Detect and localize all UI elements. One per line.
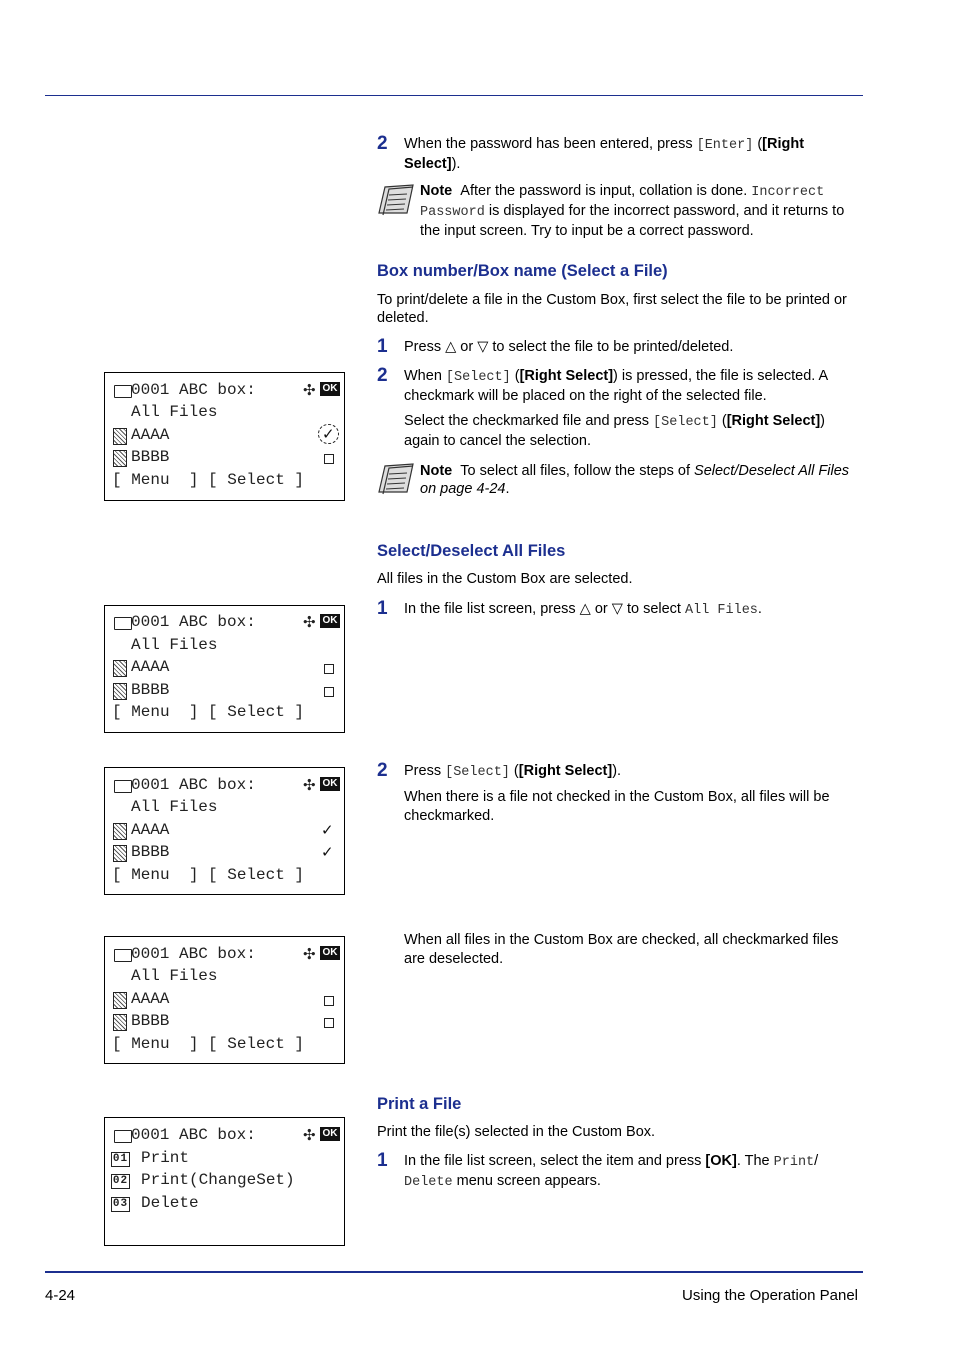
panel-title-row (105, 1126, 344, 1148)
menu-item-print-changeset[interactable]: 02 Print(ChangeSet) (112, 1171, 295, 1189)
panel-title-row (105, 613, 344, 635)
step-text: Press △ or ▽ to select the file to be printed/deleted. (404, 339, 734, 355)
file-icon (113, 683, 127, 700)
header-rule (45, 95, 863, 96)
lcd-panel (104, 372, 345, 501)
checkbox-icon (324, 996, 334, 1006)
page-number: 4-24 (45, 1287, 76, 1304)
panel-title-row (105, 381, 344, 403)
navigation-icon: ✣ (303, 1126, 316, 1144)
checkmark-icon: ✓ (318, 424, 339, 444)
ok-icon: OK (320, 1127, 340, 1141)
file-icon (113, 450, 127, 467)
file-icon (113, 992, 127, 1009)
navigation-icon: ✣ (303, 613, 316, 631)
folder-icon (114, 780, 132, 793)
lcd-panel (104, 605, 345, 733)
note-icon (377, 462, 415, 496)
list-item[interactable]: AAAA ✓ (105, 426, 344, 448)
file-icon (113, 1014, 127, 1031)
ok-icon: OK (320, 382, 340, 396)
navigation-icon: ✣ (303, 381, 316, 399)
step-text: Select the checkmarked file and press [Select] ([Right Select]) again to cancel the selection. (404, 413, 826, 449)
folder-icon (114, 617, 132, 630)
navigation-icon: ✣ (303, 945, 316, 963)
file-icon (113, 823, 127, 840)
folder-icon (114, 949, 132, 962)
softkey-row[interactable]: [ Menu ] [ Select ] (112, 866, 305, 884)
softkey-row[interactable]: [ Menu ] [ Select ] (112, 471, 305, 489)
checkbox-icon (324, 664, 334, 674)
ok-icon: OK (320, 946, 340, 960)
step-text: When there is a file not checked in the Custom Box, all files will be checkmarked. (404, 789, 830, 824)
list-item[interactable]: BBBB ✓ (105, 843, 344, 865)
box-title: 0001 ABC box: (131, 613, 256, 631)
checkbox-icon (324, 1018, 334, 1028)
section-heading: Print a File (377, 1095, 462, 1113)
panel-title-row (105, 776, 344, 798)
number-badge: 02 (112, 1175, 129, 1187)
step-number: 2 (377, 760, 388, 781)
checkbox-icon (324, 687, 334, 697)
step-text: When the password has been entered, press [Enter] ([Right Select]). (404, 136, 805, 172)
lcd-panel (104, 936, 345, 1064)
step-number: 1 (377, 598, 388, 619)
step-number: 2 (377, 365, 388, 386)
note-icon (377, 183, 415, 217)
section-intro: All files in the Custom Box are selected. (377, 571, 633, 587)
note-text: Note To select all files, follow the steps of Select/Deselect All Files on page 4-24. (420, 463, 850, 497)
box-title: 0001 ABC box: (131, 945, 256, 963)
step-number: 2 (377, 133, 388, 154)
step-text: Press [Select] ([Right Select]). (404, 763, 622, 780)
list-item[interactable]: All Files (131, 403, 218, 421)
folder-icon (114, 385, 132, 398)
section-intro: To print/delete a file in the Custom Box, first select the file to be printed or deleted. (377, 292, 847, 326)
checkbox-icon (324, 454, 334, 464)
menu-item-print[interactable]: 01 Print (112, 1149, 190, 1167)
list-item[interactable]: BBBB (105, 448, 344, 470)
folder-icon (114, 1130, 132, 1143)
lcd-panel (104, 767, 345, 895)
section-intro: Print the file(s) selected in the Custom Box. (377, 1124, 656, 1140)
step-number: 1 (377, 1150, 388, 1171)
step-text: In the file list screen, select the item and press [OK]. The Print/ Delete menu screen appears. (404, 1153, 819, 1190)
ok-icon: OK (320, 614, 340, 628)
number-badge: 01 (112, 1153, 129, 1165)
navigation-icon: ✣ (303, 776, 316, 794)
list-item[interactable]: All Files (131, 967, 218, 985)
number-badge: 03 (112, 1198, 129, 1210)
list-item[interactable]: AAAA (105, 990, 344, 1012)
step-text: When all files in the Custom Box are checked, all checkmarked files are deselected. (404, 932, 839, 967)
checkmark-icon: ✓ (321, 821, 334, 839)
footer-section-title: Using the Operation Panel (682, 1287, 858, 1304)
list-item[interactable]: BBBB (105, 1012, 344, 1034)
note-text: Note After the password is input, collation is done. Incorrect Password is displayed for the incorrect password, and it returns to the input screen. Try to input be a correct password. (420, 183, 845, 239)
footer-rule (45, 1271, 863, 1273)
box-title: 0001 ABC box: (131, 1126, 256, 1144)
list-item[interactable]: BBBB (105, 681, 344, 703)
file-icon (113, 428, 127, 445)
menu-item-delete[interactable]: 03 Delete (112, 1194, 199, 1212)
section-heading: Select/Deselect All Files (377, 542, 566, 560)
ok-icon: OK (320, 777, 340, 791)
list-item[interactable]: AAAA (105, 658, 344, 680)
step-number: 1 (377, 336, 388, 357)
file-icon (113, 660, 127, 677)
section-heading: Box number/Box name (Select a File) (377, 262, 668, 280)
panel-title-row (105, 945, 344, 967)
step-text: In the file list screen, press △ or ▽ to select All Files. (404, 601, 762, 618)
checkmark-icon: ✓ (321, 843, 334, 861)
box-title: 0001 ABC box: (131, 381, 256, 399)
list-item[interactable]: All Files (131, 798, 218, 816)
file-icon (113, 845, 127, 862)
softkey-row[interactable]: [ Menu ] [ Select ] (112, 1035, 305, 1053)
step-text: When [Select] ([Right Select]) is pressed, the file is selected. A checkmark will be placed on the right of the selected file. (404, 368, 828, 404)
list-item[interactable]: All Files (131, 636, 218, 654)
box-title: 0001 ABC box: (131, 776, 256, 794)
softkey-row[interactable]: [ Menu ] [ Select ] (112, 703, 305, 721)
list-item[interactable]: AAAA ✓ (105, 821, 344, 843)
lcd-panel (104, 1117, 345, 1246)
